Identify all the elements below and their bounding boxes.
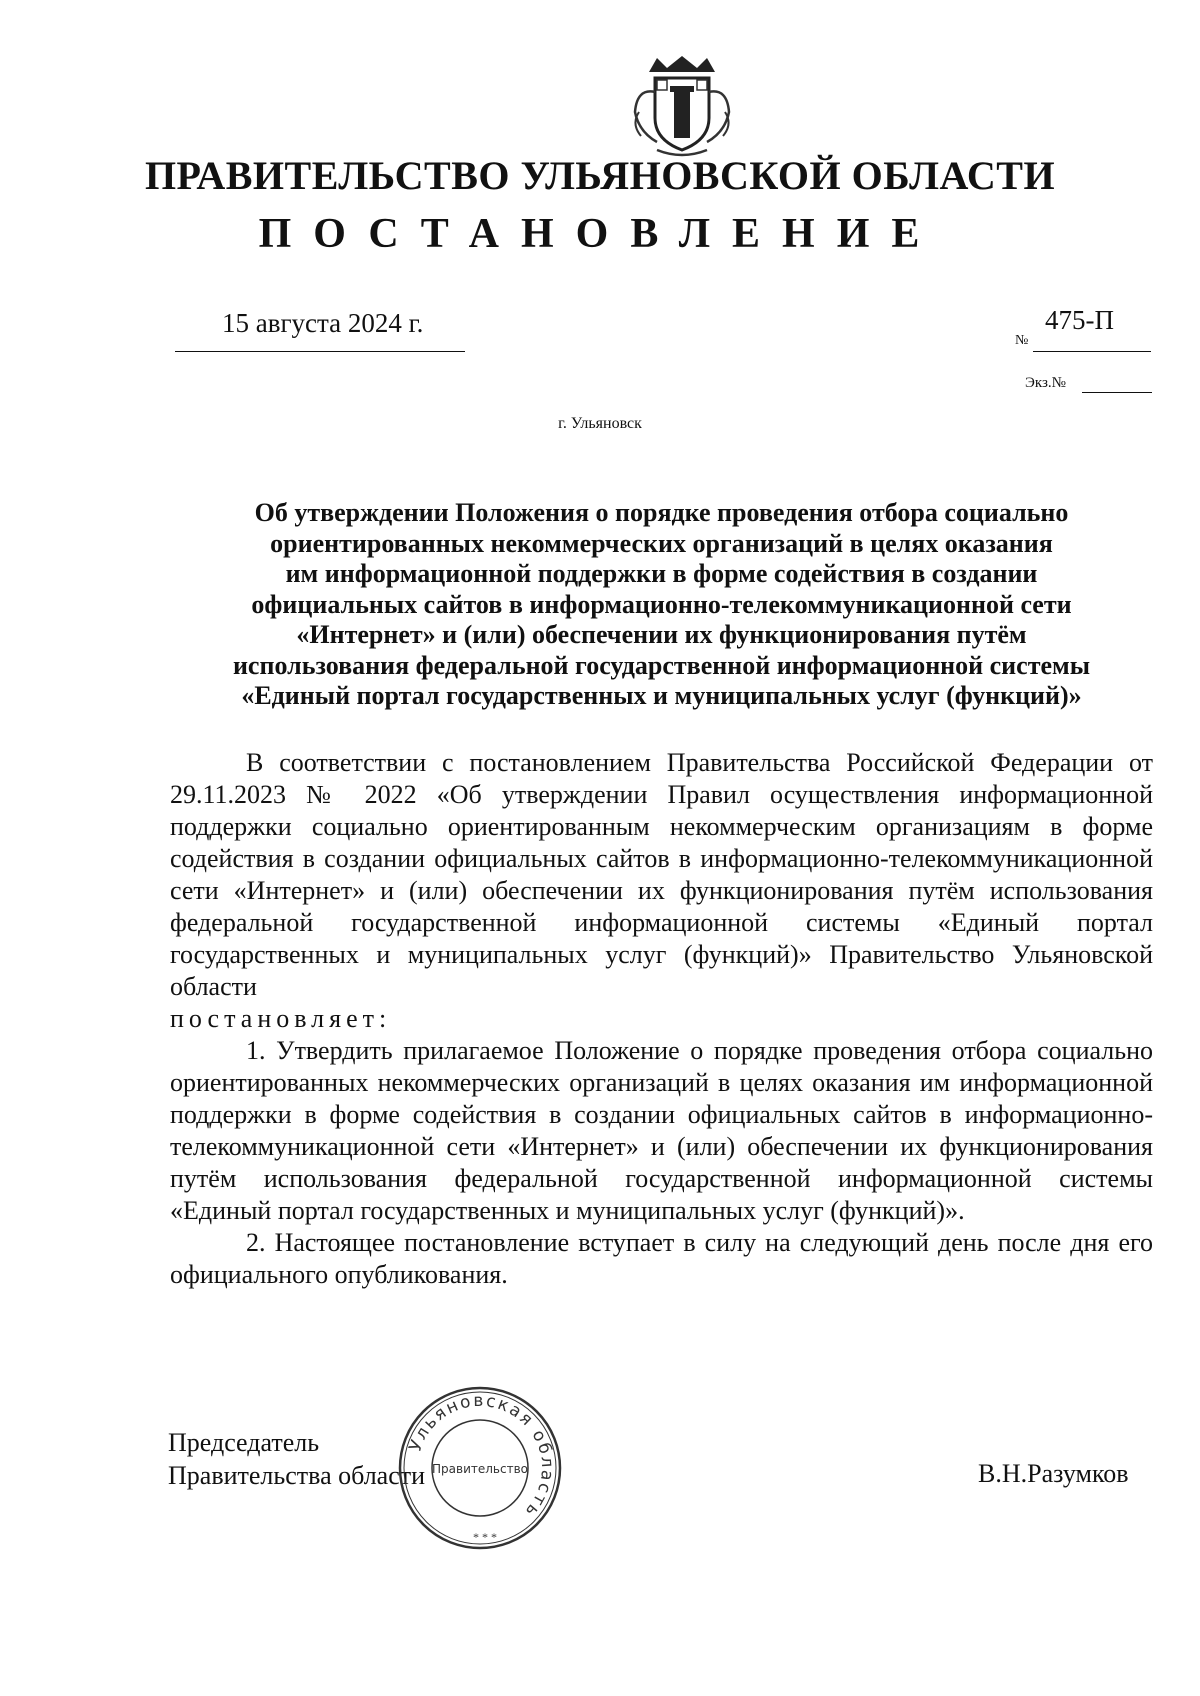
document-body (170, 747, 1153, 1291)
heading-line: использования федеральной государственной информационной системы (232, 650, 1091, 680)
city-name: г. Ульяновск (558, 415, 642, 432)
signatory-title-line2: Правительства области (168, 1461, 426, 1490)
heading-line: «Единый портал государственных и муниципальных услуг (функций)» (241, 681, 1082, 710)
document-type-title: ПОСТАНОВЛЕНИЕ (258, 211, 942, 257)
heading-line: официальных сайтов в информационно-телекоммуникационной сети (251, 589, 1072, 619)
svg-text:* * *: * * * (473, 1530, 497, 1544)
number-label: № (1015, 333, 1029, 348)
preamble-text: В соответствии с постановлением Правительства Российской Федерации от 29.11.2023 № 2022 «Об утверждении Правил осуществления информационной поддержки социально ориентированным некоммерческим организациям в форме содействия в создании официальных сайтов в информационно-телекоммуникационной сети «Интернет» и (или) обеспечении их функционирования путём использования федеральной государственной информационной системы «Единый портал государственных и муниципальных услуг (функций)» Правительство Ульяновской области (170, 748, 1153, 1001)
official-seal-stamp (395, 1383, 565, 1553)
heading-line: Об утверждении Положения о порядке проведения отбора социально (254, 498, 1069, 527)
document-date: 15 августа 2024 г. (222, 308, 424, 338)
preamble-paragraph (170, 747, 1153, 1003)
signatory-name: В.Н.Разумков (978, 1459, 1129, 1488)
item-2-paragraph: 2. Настоящее постановление вступает в силу на следующий день после дня его официального опубликования. (170, 1228, 1153, 1289)
heading-line: «Интернет» и (или) обеспечении их функционирования путём (296, 620, 1027, 649)
heading-line: им информационной поддержки в форме содействия в создании (285, 559, 1038, 588)
government-title: ПРАВИТЕЛЬСТВО УЛЬЯНОВСКОЙ ОБЛАСТИ (144, 153, 1056, 198)
document-heading (170, 498, 1153, 712)
item-1-paragraph: 1. Утвердить прилагаемое Положение о порядке проведения отбора социально ориентированных некоммерческих организаций в целях оказания им информационной поддержки в форме содействия в создании официальных сайтов в информационно-телекоммуникационной сети «Интернет» и (или) обеспечении их функционирования путём использования федеральной государственной информационной системы «Единый портал государственных и муниципальных услуг (функций)». (170, 1036, 1153, 1225)
stamp-center-text: Правительство (432, 1462, 528, 1476)
heading-line: ориентированных некоммерческих организаций в целях оказания (270, 528, 1053, 558)
copy-number-underline (1082, 392, 1152, 393)
document-number: 475-П (1045, 305, 1114, 335)
signatory-title (168, 1426, 425, 1492)
signatory-title-line1: Председатель (168, 1428, 320, 1457)
number-underline (1033, 351, 1151, 352)
coat-of-arms-emblem (627, 52, 737, 160)
copy-number-label: Экз.№ (1025, 375, 1066, 391)
decree-word: постановляет: (170, 1004, 392, 1033)
decree-paragraph (170, 1003, 1153, 1035)
date-underline (175, 351, 465, 352)
stamp-ring-text: Ульяновская область (405, 1390, 558, 1523)
